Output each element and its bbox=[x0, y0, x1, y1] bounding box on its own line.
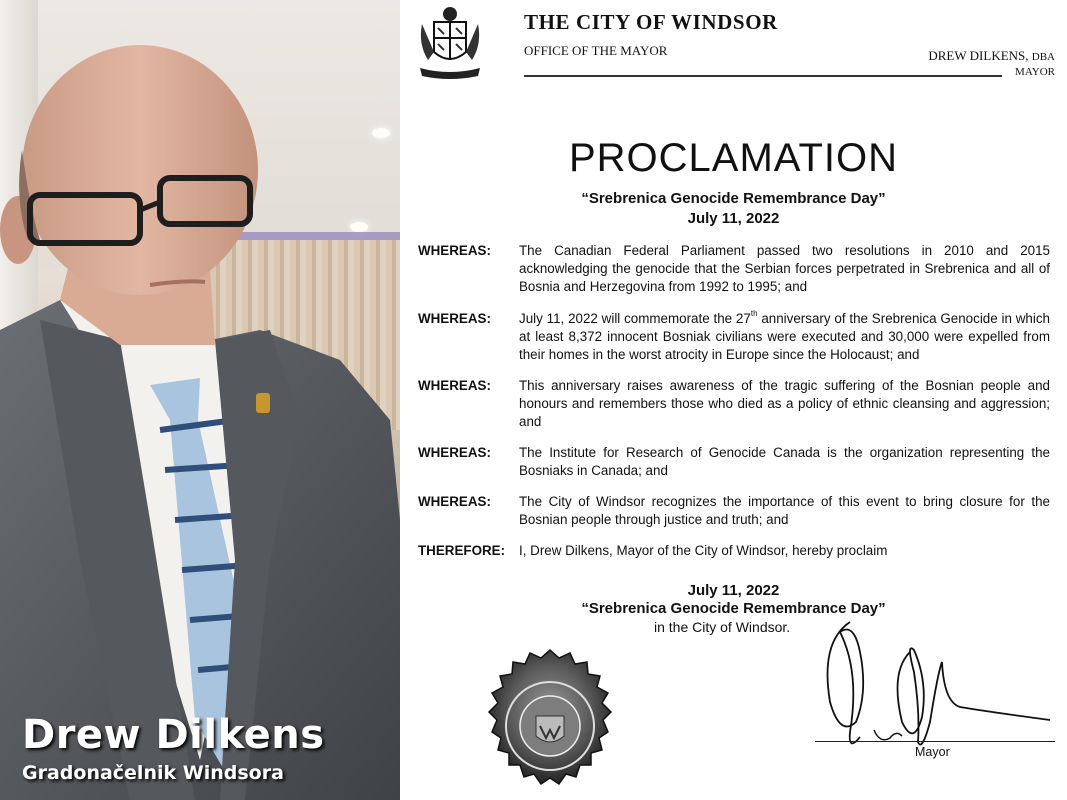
signature-line bbox=[815, 741, 1055, 742]
mayor-figure bbox=[0, 0, 400, 800]
proclamation-heading: PROCLAMATION bbox=[568, 136, 899, 180]
whereas-clause bbox=[418, 242, 1050, 296]
whereas-clause bbox=[418, 444, 1050, 480]
letterhead-mayor-title: MAYOR bbox=[1015, 66, 1055, 78]
clause-label: THEREFORE: bbox=[418, 543, 506, 558]
clause-text: This anniversary raises awareness of the tragic suffering of the Bosnian people and honours and remembers those who died as a policy of ethnic cleansing and aggression; and bbox=[519, 378, 1050, 429]
letterhead-office: OFFICE OF THE MAYOR bbox=[524, 43, 668, 58]
clause-label: WHEREAS: bbox=[418, 445, 491, 460]
clause-text: The Institute for Research of Genocide Canada is the organization representing the Bosniaks in Canada; and bbox=[519, 445, 1050, 478]
city-seal-icon bbox=[470, 648, 630, 800]
clause-text-superscript: th bbox=[750, 309, 758, 318]
letterhead-rule bbox=[524, 75, 1002, 77]
letterhead-mayor-suffix: DBA bbox=[1031, 51, 1055, 63]
signature-title: Mayor bbox=[915, 745, 950, 759]
whereas-clause bbox=[418, 310, 1050, 364]
clause-text: I, Drew Dilkens, Mayor of the City of Windsor, hereby proclaim bbox=[519, 543, 888, 558]
clause-label: WHEREAS: bbox=[418, 243, 491, 258]
clause-text: The City of Windsor recognizes the importance of this event to bring closure for the Bosnian people through justice and truth; and bbox=[519, 494, 1050, 527]
clause-text: The Canadian Federal Parliament passed two resolutions in 2010 and 2015 acknowledging the genocide that the Serbian forces perpetrated in Srebrenica and all of Bosnia and Herzegovina from 1992 to 1995; and bbox=[519, 243, 1050, 294]
clause-text bbox=[519, 310, 1050, 364]
clause-label: WHEREAS: bbox=[418, 494, 491, 509]
whereas-clause bbox=[418, 377, 1050, 431]
clause-text-part: July 11, 2022 will commemorate the 27 bbox=[519, 311, 751, 326]
clause-label: WHEREAS: bbox=[418, 378, 491, 393]
mayor-photo bbox=[0, 0, 400, 800]
clause-label: WHEREAS: bbox=[418, 311, 491, 326]
closing-place: in the City of Windsor. bbox=[654, 619, 791, 635]
letterhead-city: THE CITY OF WINDSOR bbox=[524, 10, 778, 34]
event-date: July 11, 2022 bbox=[687, 210, 780, 227]
photo-caption-name: Drew Dilkens bbox=[22, 712, 325, 758]
closing-date: July 11, 2022 bbox=[687, 582, 780, 599]
clause-text-part: anniversary of the Srebrenica Genocide in which at least 8,372 innocent Bosniak civilians were executed and 30,000 were expelled from their homes in the worst atrocity in Europe since the Holocaust; and bbox=[519, 311, 1050, 362]
therefore-clause bbox=[418, 542, 1050, 560]
letterhead-mayor-name-text: DREW DILKENS, bbox=[928, 48, 1029, 63]
whereas-clause bbox=[418, 493, 1050, 529]
letterhead-mayor-name bbox=[928, 48, 1055, 64]
closing-event: “Srebrenica Genocide Remembrance Day” bbox=[581, 600, 886, 617]
photo-caption-title: Gradonačelnik Windsora bbox=[22, 762, 284, 784]
city-crest-icon bbox=[416, 4, 484, 80]
event-title: “Srebrenica Genocide Remembrance Day” bbox=[581, 190, 886, 207]
proclamation-document bbox=[400, 0, 1067, 800]
